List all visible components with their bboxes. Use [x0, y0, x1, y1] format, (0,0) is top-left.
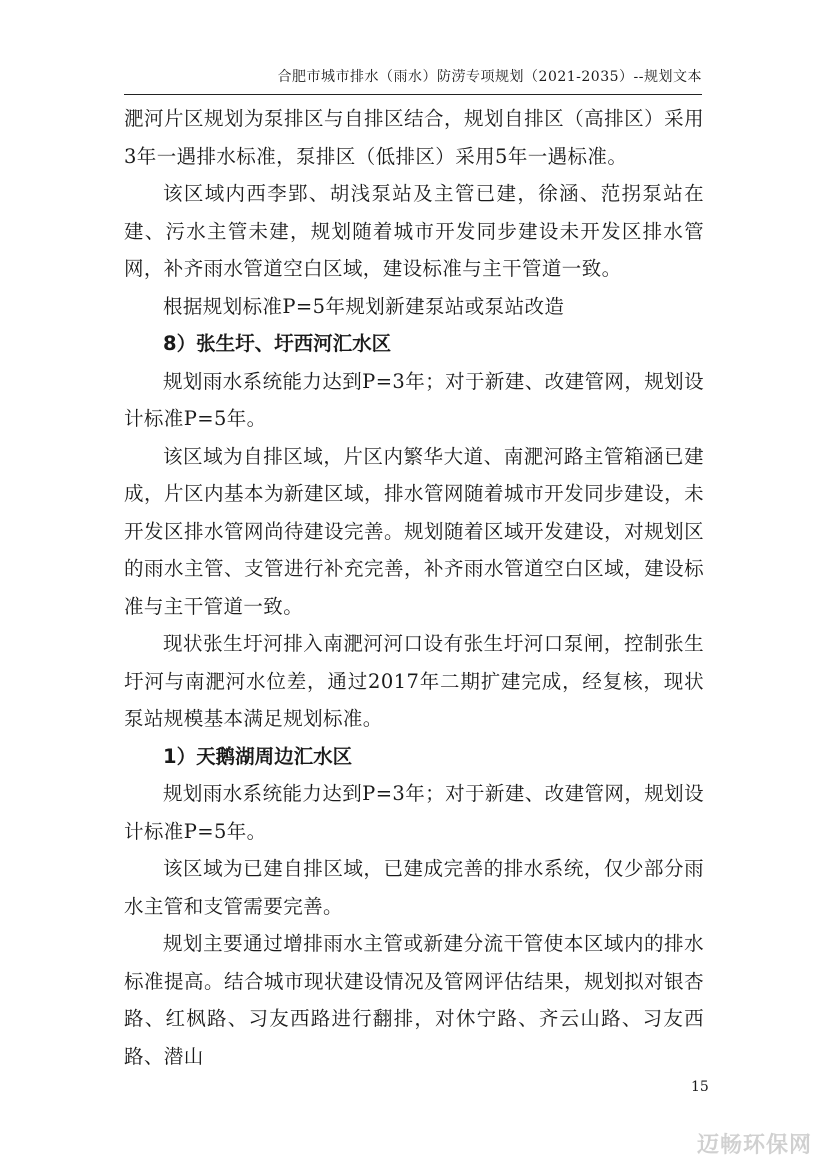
paragraph: 规划雨水系统能力达到P=3年；对于新建、改建管网，规划设计标准P=5年。: [124, 782, 704, 843]
paragraph: 该区域为已建自排区域，已建成完善的排水系统，仅少部分雨水主管和支管需要完善。: [124, 857, 704, 918]
paragraph: 规划雨水系统能力达到P=3年；对于新建、改建管网，规划设计标准P=5年。: [124, 369, 704, 430]
watermark-logo: 迈畅环保网: [696, 1133, 812, 1158]
paragraph: 现状张生圩河排入南淝河河口设有张生圩河口泵闸，控制张生圩河与南淝河水位差，通过2017年二期扩建完成，经复核，现状泵站规模基本满足规划标准。: [124, 632, 704, 730]
paragraph: 该区域为自排区域，片区内繁华大道、南淝河路主管箱涵已建成，片区内基本为新建区域，排水管网随着城市开发同步建设，未开发区排水管网尚待建设完善。规划随着区域开发建设，对规划区的雨水主管、支管进行补充完善，补齐雨水管道空白区域，建设标准与主干管道一致。: [124, 444, 704, 618]
page-number: 15: [691, 1079, 709, 1095]
paragraph: 规划主要通过增排雨水主管或新建分流干管使本区域内的排水标准提高。结合城市现状建设情况及管网评估结果，规划拟对银杏路、红枫路、习友西路进行翻排，对休宁路、齐云山路、习友西路、潜山: [124, 932, 704, 1068]
paragraph: 该区域内西李郢、胡浅泵站及主管已建，徐涵、范拐泵站在建、污水主管未建，规划随着城市开发同步建设未开发区排水管网，补齐雨水管道空白区域，建设标准与主干管道一致。: [124, 182, 704, 280]
paragraph: 根据规划标准P=5年规划新建泵站或泵站改造: [163, 294, 565, 318]
section-heading: 1）天鹅湖周边汇水区: [163, 744, 353, 768]
document-body: [124, 100, 704, 1075]
paragraph: 淝河片区规划为泵排区与自排区结合，规划自排区（高排区）采用3年一遇排水标准，泵排区（低排区）采用5年一遇标准。: [124, 107, 704, 168]
section-heading: 8）张生圩、圩西河汇水区: [163, 332, 392, 355]
page-header: [124, 62, 702, 95]
document-title: 合肥市城市排水（雨水）防涝专项规划（2021-2035）--规划文本: [277, 69, 702, 85]
